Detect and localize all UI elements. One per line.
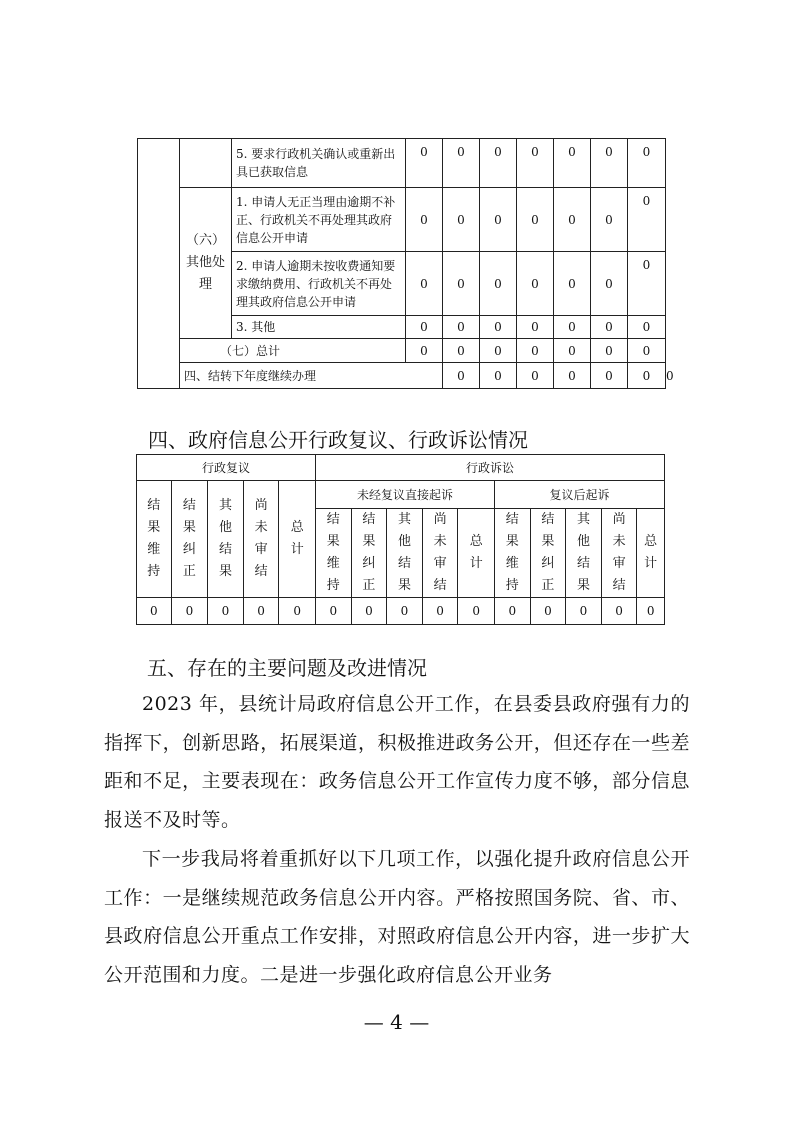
cell-value: 0 bbox=[480, 363, 517, 389]
carry-over-label: 四、结转下年度继续办理 bbox=[180, 363, 443, 389]
cell-value: 0 bbox=[554, 363, 591, 389]
col-header: 其 他 结 果 bbox=[566, 509, 602, 598]
cell-value: 0 bbox=[243, 598, 279, 625]
cell-value: 0 bbox=[591, 252, 628, 316]
cell-value: 0 bbox=[591, 363, 628, 389]
item-label: 3. 其他 bbox=[232, 316, 406, 339]
cell-value: 0 bbox=[443, 316, 480, 339]
col-header: 尚 未 审 结 bbox=[243, 481, 279, 598]
item-label: 5. 要求行政机关确认或重新出具已获取信息 bbox=[232, 139, 406, 188]
cell-value: 0 bbox=[443, 252, 480, 316]
cell-value: 0 bbox=[554, 252, 591, 316]
col-header: 其 他 结 果 bbox=[387, 509, 423, 598]
cell-value: 0 bbox=[601, 598, 637, 625]
cell-value: 0 bbox=[406, 316, 443, 339]
cell-value: 0 bbox=[628, 139, 666, 188]
cell-value: 0 bbox=[517, 252, 554, 316]
cell-value: 0 bbox=[517, 363, 554, 389]
cell-value: 0 bbox=[443, 139, 480, 188]
cell-value: 0 bbox=[554, 339, 591, 363]
cell-value: 0 bbox=[279, 598, 316, 625]
cell-value: 0 bbox=[351, 598, 387, 625]
col-header: 结 果 维 持 bbox=[316, 509, 352, 598]
cell-value: 0 bbox=[591, 339, 628, 363]
table-row bbox=[138, 188, 666, 252]
cell-value: 0 bbox=[406, 339, 443, 363]
item-label: 2. 申请人逾期未按收费通知要求缴纳费用、行政机关不再处理其政府信息公开申请 bbox=[232, 252, 406, 316]
header-after-review: 复议后起诉 bbox=[495, 481, 665, 509]
table-row bbox=[138, 139, 666, 188]
col-header: 其 他 结 果 bbox=[208, 481, 244, 598]
col-header: 总 计 bbox=[279, 481, 316, 598]
col-header: 结 果 纠 正 bbox=[351, 509, 387, 598]
section-heading-5: 五、存在的主要问题及改进情况 bbox=[147, 656, 427, 680]
cell-value: 0 bbox=[554, 316, 591, 339]
cell-value: 0 bbox=[480, 188, 517, 252]
cell-value: 0 bbox=[171, 598, 208, 625]
cell-value: 0 bbox=[208, 598, 244, 625]
cell-value: 0 bbox=[422, 598, 458, 625]
col-header: 结 果 纠 正 bbox=[171, 481, 208, 598]
header-litigation: 行政诉讼 bbox=[316, 455, 665, 481]
cell-value: 0 bbox=[406, 188, 443, 252]
review-litigation-table bbox=[136, 454, 665, 625]
cell-value: 0 bbox=[480, 139, 517, 188]
cell-value: 0 bbox=[137, 598, 172, 625]
cell-value: 0 bbox=[517, 188, 554, 252]
total-label: （七）总计 bbox=[180, 339, 406, 363]
col-header: 结 果 维 持 bbox=[495, 509, 531, 598]
cell-value: 0 bbox=[628, 316, 666, 339]
cell-value: 0 bbox=[443, 363, 480, 389]
cell-value: 0 bbox=[387, 598, 423, 625]
cell-value: 0 bbox=[443, 339, 480, 363]
cell-value: 0 bbox=[406, 139, 443, 188]
col-header: 总 计 bbox=[637, 509, 665, 598]
cell-value: 0 bbox=[637, 598, 665, 625]
cell-value: 0 bbox=[628, 339, 666, 363]
cell-value: 0 bbox=[554, 139, 591, 188]
cell-value: 0 bbox=[566, 598, 602, 625]
header-review: 行政复议 bbox=[137, 455, 316, 481]
section-heading-4: 四、政府信息公开行政复议、行政诉讼情况 bbox=[148, 428, 528, 452]
cell-value: 0 bbox=[480, 316, 517, 339]
cell-value: 0 bbox=[480, 339, 517, 363]
paragraph-improvements: 下一步我局将着重抓好以下几项工作，以强化提升政府信息公开工作：一是继续规范政务信息公开内容。严格按照国务院、省、市、县政府信息公开重点工作安排，对照政府信息公开内容，进一步扩大公开范围和力度。二是进一步强化政府信息公开业务 bbox=[104, 848, 690, 986]
cell-value: 0 bbox=[628, 363, 666, 389]
application-handling-table bbox=[137, 138, 674, 389]
cell-value: 0 bbox=[591, 139, 628, 188]
cell-value: 0 bbox=[517, 339, 554, 363]
cell-value: 0 bbox=[517, 139, 554, 188]
cell-value: 0 bbox=[591, 188, 628, 252]
col-header: 总 计 bbox=[458, 509, 495, 598]
table-row bbox=[138, 339, 666, 363]
col-header: 结 果 纠 正 bbox=[530, 509, 566, 598]
col-header: 尚 未 审 结 bbox=[601, 509, 637, 598]
cell-value: 0 bbox=[443, 188, 480, 252]
col-header: 尚 未 审 结 bbox=[422, 509, 458, 598]
paragraph-problems: 2023 年，县统计局政府信息公开工作，在县委县政府强有力的指挥下，创新思路，拓展渠道，积极推进政务公开，但还存在一些差距和不足，主要表现在：政务信息公开工作宣传力度不够，部分信息报送不及时等。 bbox=[104, 693, 690, 831]
cell-value: 0 bbox=[530, 598, 566, 625]
cell-value: 0 bbox=[480, 252, 517, 316]
cell-value: 0 bbox=[458, 598, 495, 625]
cell-value: 0 bbox=[316, 598, 352, 625]
cell-value: 0 bbox=[554, 188, 591, 252]
header-direct-suit: 未经复议直接起诉 bbox=[316, 481, 495, 509]
cell-value: 0 bbox=[628, 188, 666, 252]
cell-value: 0 bbox=[495, 598, 531, 625]
item-label: 1. 申请人无正当理由逾期不补正、行政机关不再处理其政府信息公开申请 bbox=[232, 188, 406, 252]
cell-value: 0 bbox=[591, 316, 628, 339]
cell-value: 0 bbox=[628, 252, 666, 316]
table-row: 四、结转下年度继续办理 0 0 0 0 0 0 0 bbox=[138, 363, 666, 389]
category-label: （六）其他处理 bbox=[180, 188, 232, 339]
page-number: — 4 — bbox=[363, 1010, 430, 1034]
cell-value: 0 bbox=[406, 252, 443, 316]
cell-value: 0 bbox=[517, 316, 554, 339]
col-header: 结 果 维 持 bbox=[137, 481, 172, 598]
